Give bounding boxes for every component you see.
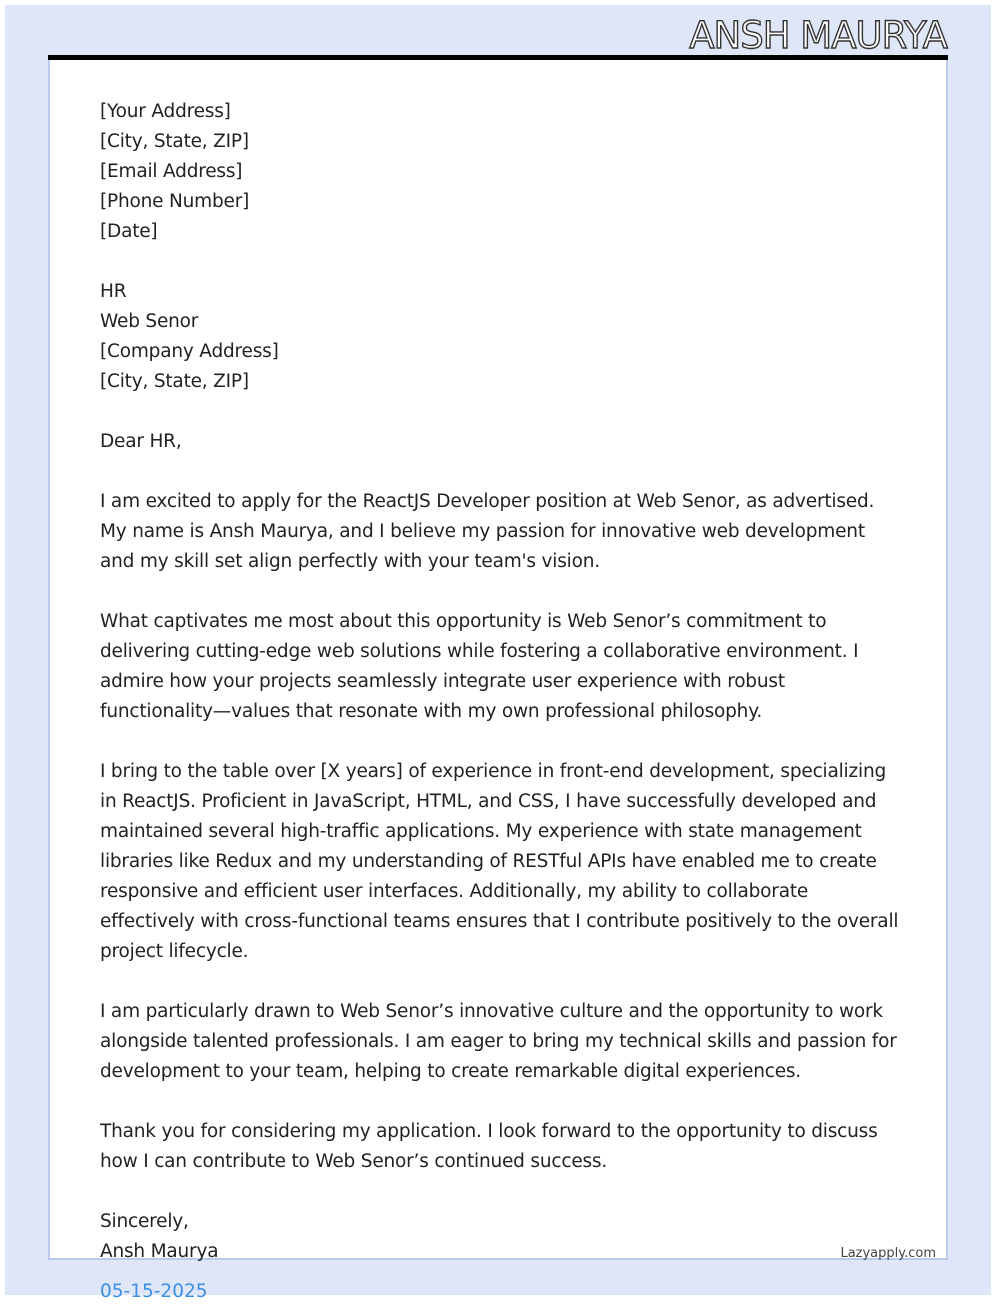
recipient-title: HR <box>100 281 127 302</box>
recipient-address: [Company Address] <box>100 341 279 362</box>
letter-body <box>100 97 900 1267</box>
salutation: Dear HR, <box>100 431 182 452</box>
sender-address: [Your Address] <box>100 101 231 122</box>
valediction: Sincerely, <box>100 1211 189 1232</box>
sender-email: [Email Address] <box>100 161 243 182</box>
signature-name: Ansh Maurya <box>100 1241 219 1262</box>
paragraph-intro: I am excited to apply for the ReactJS Developer position at Web Senor, as advertised. My name is Ansh Maurya, and I believe my passion for innovative web development and my skill set align perfectly with your team's vision. <box>100 491 875 572</box>
paragraph-motivation: What captivates me most about this opportunity is Web Senor’s commitment to delivering cutting-edge web solutions while fostering a collaborative environment. I admire how your projects seamlessly integrate user experience with robust functionality—values that resonate with my own professional philosophy. <box>100 611 859 722</box>
sender-phone: [Phone Number] <box>100 191 250 212</box>
paragraph-culture: I am particularly drawn to Web Senor’s innovative culture and the opportunity to work alongside talented professionals. I am eager to bring my technical skills and passion for development to your team, helping to create remarkable digital experiences. <box>100 1001 897 1082</box>
paragraph-thanks: Thank you for considering my application. I look forward to the opportunity to discuss how I can contribute to Web Senor’s continued success. <box>100 1121 878 1172</box>
sender-city-state-zip: [City, State, ZIP] <box>100 131 249 152</box>
sender-date: [Date] <box>100 221 158 242</box>
recipient-company: Web Senor <box>100 311 199 332</box>
watermark: Lazyapply.com <box>840 1246 936 1261</box>
recipient-city-state-zip: [City, State, ZIP] <box>100 371 249 392</box>
header-name: ANSH MAURYA <box>689 14 947 57</box>
closing-date: 05-15-2025 <box>100 1281 208 1302</box>
paragraph-experience: I bring to the table over [X years] of experience in front-end development, specializing in ReactJS. Proficient in JavaScript, HTML, and CSS, I have successfully developed and maintained several high-traffic applications. My experience with state management libraries like Redux and my understanding of RESTful APIs have enabled me to create responsive and efficient user interfaces. Additionally, my ability to collaborate effectively with cross-functional teams ensures that I contribute positively to the overall project lifecycle. <box>100 761 899 962</box>
